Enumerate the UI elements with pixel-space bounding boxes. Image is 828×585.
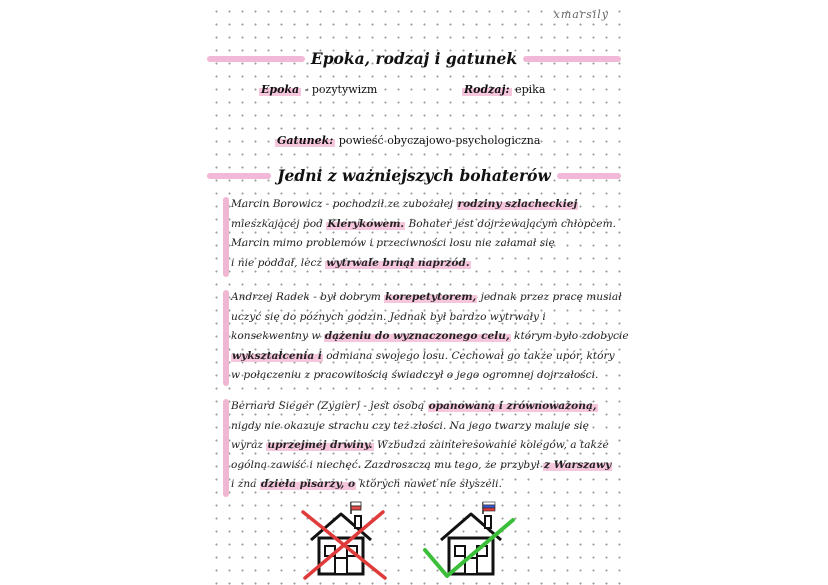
character-marcin — [223, 195, 619, 277]
gatunek-value: powieść obyczajowo-psychologiczna — [335, 134, 541, 147]
character-radek — [223, 288, 629, 388]
rodzaj-label: Rodzaj: — [464, 83, 510, 96]
character-bernard — [223, 397, 619, 497]
text-line: Bernard Sieger (Zygier) - jest osobą opanowaną i zrównoważoną, — [231, 400, 597, 412]
field-rodzaj — [462, 83, 545, 96]
icons-row — [207, 500, 621, 580]
rodzaj-value: epika — [511, 83, 546, 96]
title-decoration-left — [207, 173, 271, 179]
text-line: wykształcenia i odmiana swojego losu. Cechował go także upór, który — [232, 349, 615, 362]
text-line: mieszkającej pod Klerykowem. Bohater jest dojrzewającym chłopcem. — [231, 217, 616, 230]
paragraph-bar — [223, 290, 229, 386]
signature: xmarsily — [553, 8, 609, 21]
text-line: nigdy nie okazuje strachu czy też złości. Na jego twarzy maluje się — [231, 419, 589, 432]
text-line: Marcin Borowicz - pochodził ze zubożałej rodziny szlacheckiej — [231, 198, 578, 210]
text-line: ogólną zawiść i niechęć. Zazdroszczą mu tego, że przybył z Warszawy — [231, 458, 612, 471]
section-title-epoka — [207, 49, 621, 68]
text-line: uczyć się do późnych godzin. Jednak był bardzo wytrwały i — [231, 310, 546, 323]
title-text: Jedni z ważniejszych bohaterów — [277, 166, 551, 185]
epoka-value: - pozytywizm — [301, 83, 378, 96]
section-title-bohaterowie — [207, 166, 621, 185]
text-line: i nie poddał, lecz wytrwale brnął naprzód. — [231, 256, 470, 269]
text-line: w połączeniu z pracowitością świadczył o jego ogromnej dojrzałości. — [231, 369, 599, 381]
paragraph-bar — [223, 197, 229, 277]
paragraph-bar — [223, 399, 229, 497]
text-line: konsekwentny w dążeniu do wyznaczonego celu, którym było zdobycie — [231, 330, 629, 342]
title-decoration-left — [207, 56, 305, 62]
house-crossed-icon — [299, 500, 389, 582]
text-line: Marcin mimo problemów i przeciwności losu nie załamał się — [231, 237, 555, 249]
field-epoka — [259, 83, 377, 96]
field-gatunek — [275, 134, 540, 147]
title-decoration-right — [557, 173, 621, 179]
epoka-label: Epoka — [261, 83, 300, 96]
text-line: Andrzej Radek - był dobrym korepetytorem, jednak przez pracę musiał — [231, 291, 622, 303]
gatunek-label: Gatunek: — [277, 134, 334, 147]
text-line: i zna dzieła pisarzy, o których nawet nie słyszeli. — [231, 478, 502, 490]
text-line: wyraz uprzejmej drwiny. Wzbudza zainteresowanie kolegów, a także — [231, 439, 609, 451]
title-text: Epoka, rodzaj i gatunek — [310, 49, 518, 68]
notes-page — [207, 0, 629, 585]
title-decoration-right — [523, 56, 621, 62]
house-checked-icon — [421, 500, 521, 582]
